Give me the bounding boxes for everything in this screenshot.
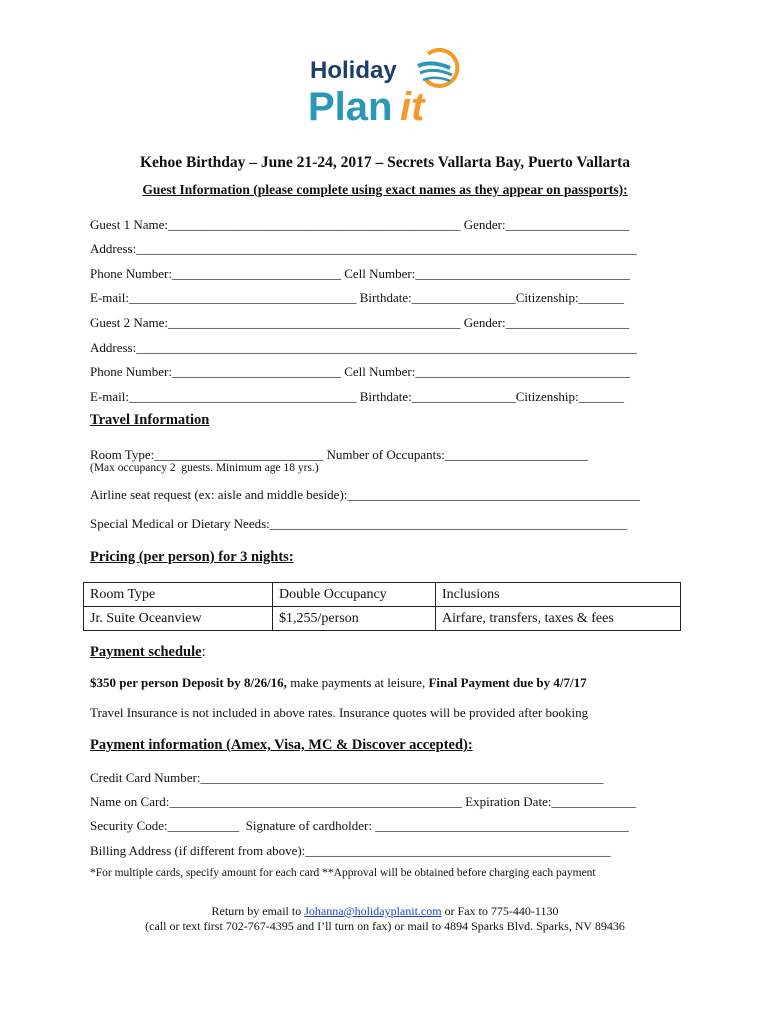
security-code-field[interactable]: Security Code:___________ Signature of cardholder: _______________________________________ bbox=[90, 818, 629, 833]
event-title: Kehoe Birthday – June 21-24, 2017 – Secrets Vallarta Bay, Puerto Vallarta bbox=[139, 154, 631, 171]
multiple-cards-note: *For multiple cards, specify amount for each card **Approval will be obtained before charging each payment bbox=[90, 867, 596, 879]
final-payment-bold: Final Payment due by 4/7/17 bbox=[428, 675, 587, 690]
holiday-planit-logo bbox=[300, 40, 470, 132]
cell-price: $1,255/person bbox=[273, 607, 436, 631]
header-double-occupancy: Double Occupancy bbox=[273, 583, 436, 607]
guest1-address-field[interactable]: Address:_____________________________________________________________________________ bbox=[90, 241, 637, 256]
cell-room-type: Jr. Suite Oceanview bbox=[84, 607, 273, 631]
return-text-pre: Return by email to bbox=[211, 904, 305, 918]
billing-address-field[interactable]: Billing Address (if different from above):_______________________________________________ bbox=[90, 843, 611, 858]
header-room-type: Room Type bbox=[84, 583, 273, 607]
occupancy-note: (Max occupancy 2 guests. Minimum age 18 yrs.) bbox=[90, 462, 319, 474]
guest1-email-field[interactable]: E-mail:___________________________________ Birthdate:________________Citizenship:_______ bbox=[90, 290, 625, 305]
guest2-address-field[interactable]: Address:_____________________________________________________________________________ bbox=[90, 340, 637, 355]
insurance-note: Travel Insurance is not included in above rates. Insurance quotes will be provided after booking bbox=[90, 705, 589, 720]
return-text-post: or Fax to 775-440-1130 bbox=[441, 904, 559, 918]
deposit-mid: make payments at leisure, bbox=[286, 675, 429, 690]
guest1-name-field[interactable]: Guest 1 Name:_____________________________________________ Gender:___________________ bbox=[90, 217, 630, 232]
guest2-email-field[interactable]: E-mail:___________________________________ Birthdate:________________Citizenship:_______ bbox=[90, 389, 625, 404]
medical-needs-field[interactable]: Special Medical or Dietary Needs:_______________________________________________________ bbox=[90, 516, 628, 531]
payment-info-heading: Payment information (Amex, Visa, MC & Discover accepted): bbox=[90, 737, 473, 753]
pricing-row bbox=[84, 607, 681, 631]
guest1-phone-field[interactable]: Phone Number:__________________________ Cell Number:_________________________________ bbox=[90, 266, 630, 281]
payment-schedule-heading-wrap bbox=[90, 644, 206, 661]
travel-info-heading: Travel Information bbox=[90, 412, 210, 428]
logo-word-holiday: Holiday bbox=[310, 57, 397, 84]
credit-card-number-field[interactable]: Credit Card Number:______________________________________________________________ bbox=[90, 770, 604, 785]
guest2-name-field[interactable]: Guest 2 Name:_____________________________________________ Gender:___________________ bbox=[90, 315, 630, 330]
cell-inclusions: Airfare, transfers, taxes & fees bbox=[436, 607, 681, 631]
logo-graphic bbox=[300, 40, 470, 132]
pricing-table bbox=[83, 582, 681, 631]
header-inclusions: Inclusions bbox=[436, 583, 681, 607]
guest-info-heading: Guest Information (please complete using exact names as they appear on passports): bbox=[142, 182, 628, 197]
name-on-card-field[interactable]: Name on Card:_____________________________________________ Expiration Date:_____________ bbox=[90, 794, 636, 809]
room-type-field[interactable]: Room Type:__________________________ Number of Occupants:______________________ bbox=[90, 447, 588, 462]
sun-wave-icon bbox=[418, 50, 457, 86]
logo-word-plan: Plan bbox=[308, 85, 393, 129]
pricing-header-row bbox=[84, 583, 681, 607]
payment-schedule-colon: : bbox=[201, 644, 206, 660]
mail-instructions: (call or text first 702-767-4395 and I’ll turn on fax) or mail to 4894 Sparks Blvd. Sparks, NV 89436 bbox=[145, 919, 625, 933]
pricing-heading: Pricing (per person) for 3 nights: bbox=[90, 549, 294, 565]
return-instructions bbox=[0, 904, 770, 919]
email-link[interactable]: Johanna@holidayplanit.com bbox=[304, 904, 442, 918]
payment-schedule-heading: Payment schedule bbox=[90, 644, 202, 660]
airline-seat-field[interactable]: Airline seat request (ex: aisle and middle beside):_____________________________________________ bbox=[90, 487, 640, 502]
deposit-terms bbox=[90, 675, 587, 691]
deposit-bold: $350 per person Deposit by 8/26/16, bbox=[90, 675, 287, 690]
logo-word-it: it bbox=[400, 85, 425, 129]
guest2-phone-field[interactable]: Phone Number:__________________________ Cell Number:_________________________________ bbox=[90, 364, 630, 379]
